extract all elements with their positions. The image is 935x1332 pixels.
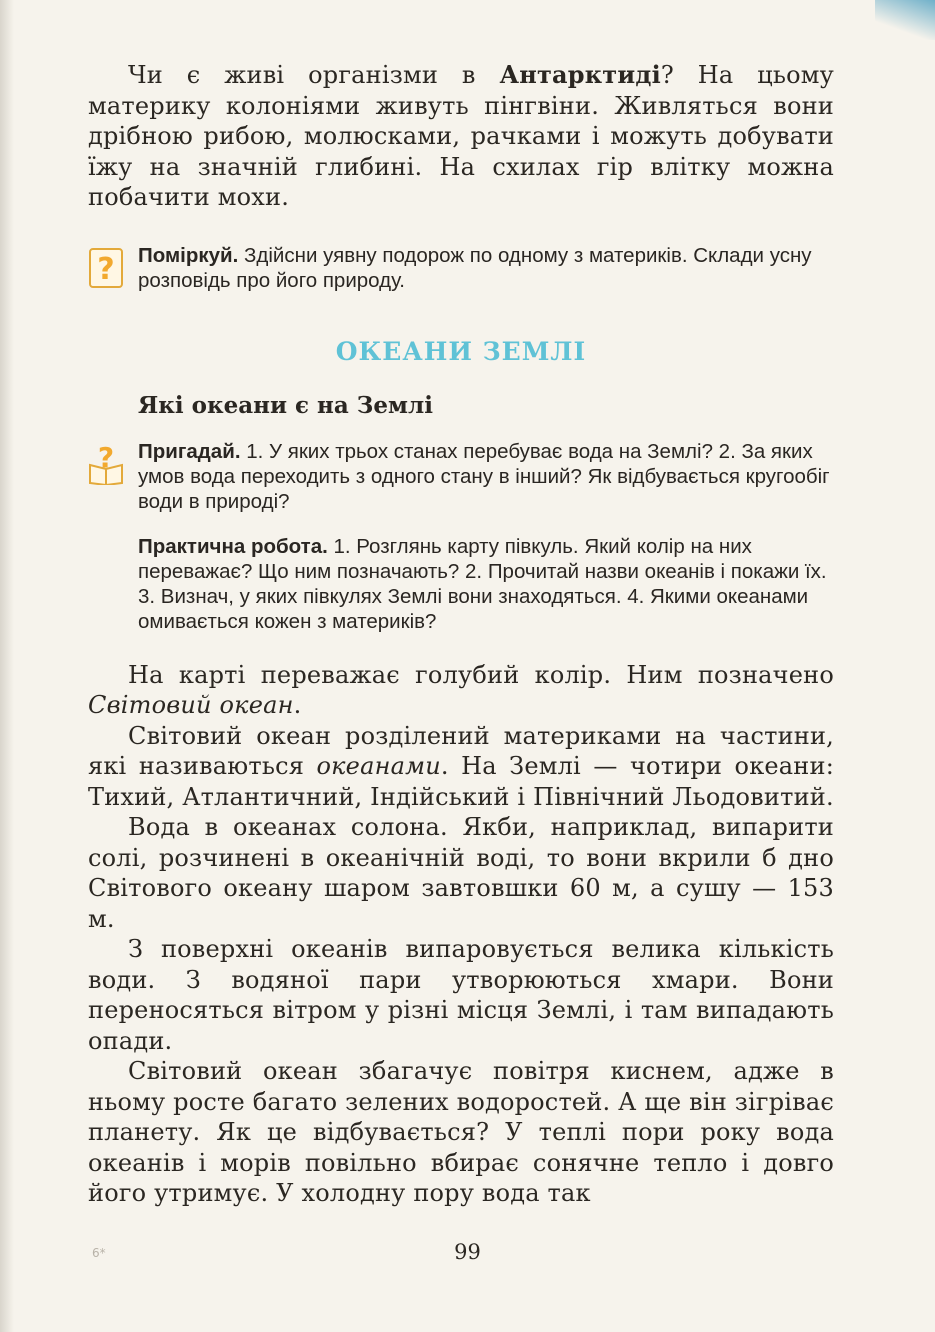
svg-text:?: ? — [97, 440, 115, 474]
think-task-label: Поміркуй. — [138, 243, 239, 267]
term-world-ocean: Світовий океан — [88, 691, 294, 719]
body-paragraph-3: Вода в океанах солона. Якби, наприклад, випарити солі, розчинені в океанічній воді, то вони вкрили б дно Світового океану шаром завтовшки 60 м, а сушу — 153 м. — [88, 813, 834, 933]
intro-paragraph — [88, 60, 834, 213]
signature-mark: 6* — [92, 1246, 106, 1260]
subheading: Які океани є на Землі — [138, 391, 433, 419]
body-p2-text: Світовий океан розділений материками на частини, які називаються — [88, 721, 834, 780]
practical-task-text: 1. Розглянь карту півкуль. Який колір на них переважає? Що ним позначають? 2. Прочитай назви океанів і покажи їх. 3. Визнач, у яких півкулях Землі вони знаходяться. 4. Якими океанами омивається кожен з материків? — [138, 534, 827, 633]
practical-task — [88, 534, 834, 634]
book-question-icon — [88, 441, 124, 485]
body-paragraph-1 — [88, 660, 834, 721]
think-task-text: Здійсни уявну подорож по одному з материків. Склади усну розповідь про його природу. — [138, 243, 812, 292]
question-mark-icon — [88, 245, 124, 289]
body-paragraph-4: З поверхні океанів випаровується велика кількість води. З водяної пари утворюються хмари. Вони переносяться вітром у різні місця Землі, і там випадають опади. — [88, 935, 834, 1055]
intro-keyword-antarctica: Антарктиді — [499, 60, 661, 89]
main-body — [88, 660, 834, 1209]
recall-task — [88, 439, 834, 514]
recall-task-text: 1. У яких трьох станах перебуває вода на Землі? 2. За яких умов вода переходить з одного стану в інший? Як відбувається кругообіг води в природі? — [138, 439, 830, 513]
cover-corner — [875, 0, 935, 40]
body-paragraph-2 — [88, 721, 834, 813]
intro-text-rest: ? На цьому материку колоніями живуть пінгвіни. Живляться вони дрібною рибою, молюсками, рачками і можуть добувати їжу на значній глибині. На схилах гір влітку можна побачити мохи. — [88, 61, 834, 211]
body-p1-text: На карті переважає голубий колір. Ним позначено — [128, 660, 834, 689]
page-number: 99 — [454, 1240, 481, 1264]
term-oceans: океанами — [316, 752, 441, 780]
page-content — [88, 60, 834, 1209]
svg-text:?: ? — [97, 251, 115, 287]
intro-text-start: Чи є живі організми в — [128, 61, 500, 89]
think-task — [88, 243, 834, 293]
body-p2-end: . На Землі — чотири океани: Тихий, Атлантичний, Індійський і Північний Льодовитий. — [88, 752, 834, 811]
recall-task-label: Пригадай. — [138, 439, 241, 463]
body-paragraph-5: Світовий океан збагачує повітря киснем, адже в ньому росте багато зелених водоростей. А ще він зігріває планету. Як це відбувається? У теплі пори року вода океанів і морів повільно вбирає сонячне тепло і довго його утримує. У холодну пору вода так — [88, 1057, 834, 1207]
practical-task-label: Практична робота. — [138, 534, 328, 558]
page-edge-shadow — [0, 0, 14, 1332]
section-title: ОКЕАНИ ЗЕМЛІ — [335, 336, 587, 366]
body-p1-end: . — [293, 691, 302, 719]
